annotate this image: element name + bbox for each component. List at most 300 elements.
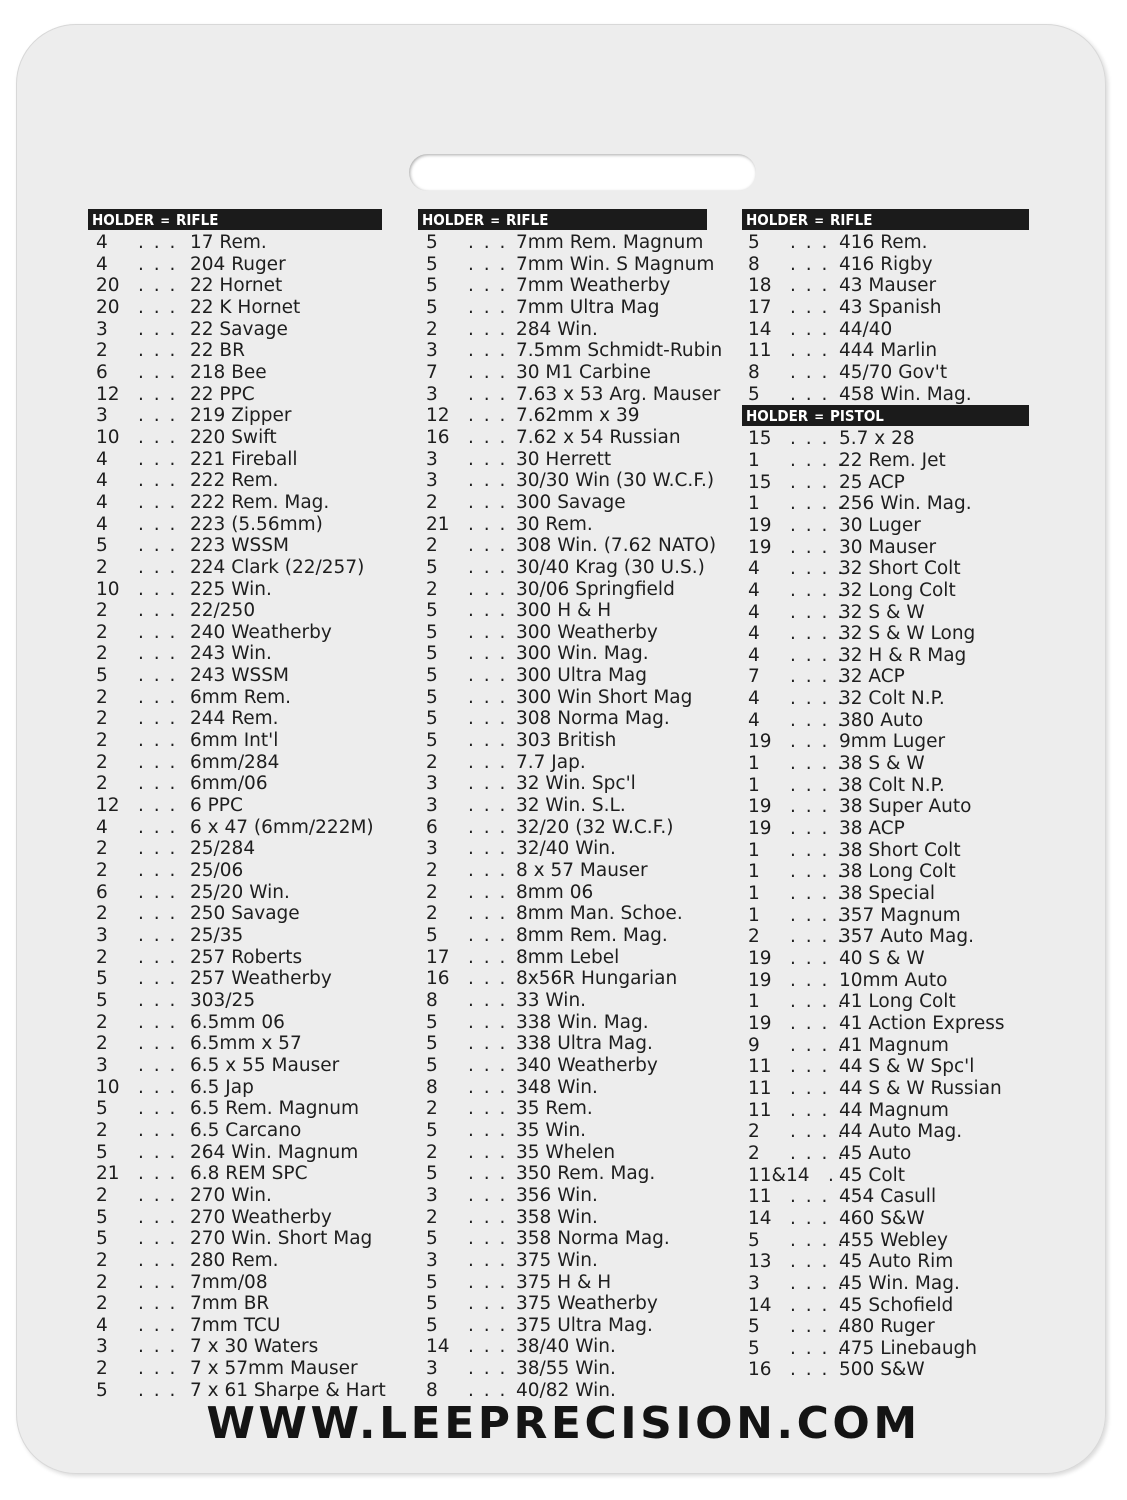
table-row <box>88 752 382 774</box>
holder-number: 3 <box>426 340 438 362</box>
holder-number: 3 <box>426 470 438 492</box>
table-row <box>742 340 1029 362</box>
leader-dots: . . . <box>468 795 508 817</box>
table-row <box>88 903 382 925</box>
holder-number: 3 <box>426 1184 438 1206</box>
cartridge-name: 45 Auto <box>839 1142 912 1164</box>
table-row <box>418 1012 707 1034</box>
table-row <box>418 990 707 1012</box>
table-row <box>88 708 382 730</box>
table-row <box>418 860 707 882</box>
table-row <box>418 968 707 990</box>
leader-dots: . . . . <box>790 926 846 948</box>
table-row <box>742 796 1029 818</box>
table-row <box>742 1078 1029 1100</box>
table-row <box>418 1142 707 1164</box>
leader-dots: . . . <box>138 318 178 340</box>
leader-dots: . . . <box>468 1271 508 1293</box>
table-row <box>418 903 707 925</box>
leader-dots: . . . <box>138 232 178 253</box>
holder-number: 19 <box>748 1012 772 1034</box>
cartridge-name: 44 S & W Spc'l <box>839 1056 975 1078</box>
cartridge-name: 7mm Ultra Mag <box>516 296 660 318</box>
leader-dots: . . . <box>790 969 830 991</box>
leader-dots: . . . . <box>790 991 846 1013</box>
table-row <box>88 340 382 362</box>
leader-dots: . . . <box>790 1207 830 1229</box>
holder-number: 2 <box>96 1293 108 1315</box>
leader-dots: . . . <box>138 383 178 405</box>
holder-number: 10 <box>96 578 120 600</box>
cartridge-name: 38 ACP <box>839 818 905 840</box>
holder-number: 4 <box>96 491 108 513</box>
table-row <box>88 492 382 514</box>
table-row <box>88 1207 382 1229</box>
cartridge-name: 35 Win. <box>516 1119 587 1141</box>
holder-number: 3 <box>426 773 438 795</box>
leader-dots: . . . <box>790 383 830 405</box>
holder-number: 19 <box>748 796 772 818</box>
leader-dots: . . . <box>138 881 178 903</box>
holder-number: 19 <box>748 536 772 558</box>
cartridge-name: 44 Auto Mag. <box>839 1121 963 1143</box>
holder-number: 21 <box>96 1163 120 1185</box>
cartridge-name: 270 Weatherby <box>190 1206 332 1228</box>
table-row <box>418 253 715 276</box>
table-row <box>742 602 1029 624</box>
cartridge-name: 7mm TCU <box>190 1314 281 1336</box>
cartridge-name: 22 K Hornet <box>190 296 301 318</box>
table-row <box>418 319 707 341</box>
holder-number: 1 <box>748 493 760 515</box>
table-row <box>742 861 1029 883</box>
leader-dots: . . . <box>468 405 508 427</box>
holder-number: 5 <box>96 989 108 1011</box>
holder-number: 2 <box>426 881 438 903</box>
cartridge-name: 350 Rem. Mag. <box>516 1163 656 1185</box>
table-row <box>88 470 382 492</box>
leader-dots: . . . . <box>790 883 846 905</box>
cartridge-name: 30 M1 Carbine <box>516 361 651 383</box>
holder-number: 5 <box>426 1271 438 1293</box>
holder-number: 5 <box>748 1316 760 1338</box>
table-row <box>418 947 707 969</box>
header-separator: = <box>814 214 824 229</box>
cartridge-name: 358 Norma Mag. <box>516 1228 670 1250</box>
leader-dots: . . . <box>468 1206 508 1228</box>
leader-dots: . . . <box>138 491 178 513</box>
leader-dots: . . . <box>790 818 830 840</box>
leader-dots: . . . <box>138 1314 178 1336</box>
header-rifle-label: RIFLE <box>506 211 549 229</box>
leader-dots: . . . <box>468 1163 508 1185</box>
cartridge-name: 25 ACP <box>839 471 905 493</box>
cartridge-name: 17 Rem. <box>190 232 267 253</box>
leader-dots: . . . <box>790 1294 830 1316</box>
leader-dots: . . . <box>790 361 830 383</box>
holder-number: 12 <box>96 795 120 817</box>
table-row <box>418 622 707 644</box>
leader-dots: . . . <box>468 730 508 752</box>
leader-dots: . . . <box>468 535 508 557</box>
cartridge-name: 44/40 <box>839 318 893 340</box>
leader-dots: . . . . <box>790 449 846 471</box>
cartridge-name: 43 Mauser <box>839 275 937 297</box>
leader-dots: . . . . <box>790 904 846 926</box>
table-row <box>88 1228 382 1250</box>
cartridge-name: 8 x 57 Mauser <box>516 860 648 882</box>
holder-number: 11 <box>748 1056 772 1078</box>
header-holder-label: HOLDER <box>746 211 809 229</box>
leader-dots: . . . <box>468 1336 508 1358</box>
cartridge-name: 225 Win. <box>190 578 272 600</box>
holder-number: 5 <box>426 600 438 622</box>
holder-number: 3 <box>426 838 438 860</box>
table-row <box>88 665 382 687</box>
leader-dots: . . . <box>468 1358 508 1380</box>
holder-number: 12 <box>426 405 450 427</box>
holder-number: 2 <box>426 535 438 557</box>
cartridge-name: 223 WSSM <box>190 535 289 557</box>
holder-number: 2 <box>426 578 438 600</box>
leader-dots: . . . . <box>790 493 846 515</box>
leader-dots: . . . <box>138 1076 178 1098</box>
holder-number: 2 <box>426 1141 438 1163</box>
leader-dots: . . . <box>138 838 178 860</box>
holder-number: 20 <box>96 296 120 318</box>
leader-dots: . . . <box>468 1379 508 1401</box>
holder-number: 6 <box>96 361 108 383</box>
table-row <box>418 1055 707 1077</box>
cartridge-name: 224 Clark (22/257) <box>190 556 365 578</box>
leader-dots: . . . <box>790 340 830 362</box>
holder-number: 4 <box>96 448 108 470</box>
holder-number: 5 <box>426 925 438 946</box>
cartridge-name: 30 Herrett <box>516 448 612 470</box>
cartridge-name: 38 Super Auto <box>839 796 972 818</box>
table-row <box>88 600 382 622</box>
cartridge-name: 32/40 Win. <box>516 838 616 860</box>
leader-dots: . . . <box>790 948 830 969</box>
leader-dots: . . . <box>138 795 178 817</box>
cartridge-name: 30/40 Krag (30 U.S.) <box>516 556 705 578</box>
leader-dots: . . . <box>468 621 508 643</box>
holder-number: 3 <box>426 1249 438 1271</box>
holder-number: 11&14 <box>748 1164 810 1186</box>
holder-number: 5 <box>426 730 438 752</box>
table-row <box>742 537 1029 559</box>
table-row <box>742 948 1029 970</box>
leader-dots: . . . <box>138 1033 178 1055</box>
leader-dots: . . . <box>468 643 508 665</box>
header-rifle-label: RIFLE <box>176 211 219 229</box>
table-row <box>418 708 707 730</box>
rifle-column-1 <box>88 209 386 1401</box>
cartridge-name: 6.5 Rem. Magnum <box>190 1098 360 1120</box>
holder-number: 2 <box>96 708 108 730</box>
holder-number: 5 <box>426 253 438 275</box>
leader-dots: . . . <box>468 1293 508 1315</box>
cartridge-name: 40/82 Win. <box>516 1379 616 1401</box>
holder-number: 5 <box>96 1379 108 1401</box>
leader-dots: . . . <box>468 1033 508 1055</box>
leader-dots: . . . <box>468 1184 508 1206</box>
table-row <box>88 1272 382 1294</box>
holder-number: 5 <box>426 1293 438 1315</box>
leader-dots: . . . <box>468 686 508 708</box>
holder-number: 2 <box>426 318 438 340</box>
rifle-header <box>418 209 707 230</box>
leader-dots: . . . <box>468 708 508 730</box>
holder-number: 2 <box>96 600 108 622</box>
table-row <box>742 362 1029 384</box>
table-row <box>742 384 1029 406</box>
cartridge-name: 244 Rem. <box>190 708 279 730</box>
cartridge-name: 44 Magnum <box>839 1099 949 1121</box>
cartridge-name: 40 S & W <box>839 948 925 969</box>
cartridge-name: 480 Ruger <box>839 1316 935 1338</box>
table-row <box>742 297 1029 319</box>
holder-number: 5 <box>96 1206 108 1228</box>
table-row <box>88 1293 382 1315</box>
table-row <box>418 514 707 536</box>
holder-number: 5 <box>426 1011 438 1033</box>
table-row <box>742 688 1029 710</box>
holder-number: 7 <box>748 666 760 688</box>
cartridge-name: 270 Win. <box>190 1184 272 1206</box>
header-separator: = <box>814 410 824 426</box>
table-row <box>418 297 707 319</box>
leader-dots: . . . <box>138 1249 178 1271</box>
pistol-header <box>742 405 1029 426</box>
cartridge-name: 7mm Weatherby <box>516 275 671 297</box>
holder-number: 2 <box>426 491 438 513</box>
table-row <box>742 1359 1029 1381</box>
table-row <box>88 384 382 406</box>
holder-number: 7 <box>426 361 438 383</box>
cartridge-name: 300 Savage <box>516 491 626 513</box>
leader-dots: . . . <box>138 708 178 730</box>
holder-number: 5 <box>426 1314 438 1336</box>
leader-dots: . . . <box>138 860 178 882</box>
holder-number: 19 <box>748 969 772 991</box>
header-pistol-label: PISTOL <box>830 407 884 426</box>
leader-dots: . . . <box>138 426 178 448</box>
leader-dots: . . . . <box>790 1316 846 1338</box>
leader-dots: . . . <box>138 686 178 708</box>
table-row <box>742 275 1029 297</box>
leader-dots: . . . <box>138 1293 178 1315</box>
holder-number: 5 <box>748 1229 760 1251</box>
holder-number: 1 <box>748 839 760 861</box>
leader-dots: . . . <box>468 1076 508 1098</box>
table-row <box>88 1163 382 1185</box>
table-row <box>418 362 707 384</box>
table-row <box>88 535 382 557</box>
cartridge-name: 30 Mauser <box>839 536 937 558</box>
cartridge-name: 32 Win. S.L. <box>516 795 626 817</box>
website-url: WWW.LEEPRECISION.COM <box>206 1398 921 1449</box>
holder-number: 4 <box>96 816 108 838</box>
cartridge-name: 7mm Rem. Magnum <box>516 232 704 253</box>
cartridge-name: 6.5mm 06 <box>190 1011 285 1033</box>
cartridge-name: 38 Colt N.P. <box>839 774 945 796</box>
cartridge-name: 308 Norma Mag. <box>516 708 670 730</box>
leader-dots: . . . <box>468 860 508 882</box>
leader-dots: . . . <box>790 428 830 450</box>
holder-number: 3 <box>426 448 438 470</box>
table-row <box>418 925 707 947</box>
holder-number: 16 <box>748 1359 772 1381</box>
cartridge-name: 25/06 <box>190 860 244 882</box>
leader-dots: . . . <box>468 968 508 990</box>
leader-dots: . . . <box>138 968 178 990</box>
table-row <box>742 472 1029 494</box>
cartridge-name: 303 British <box>516 730 617 752</box>
table-row <box>418 535 717 557</box>
leader-dots: . . . . <box>790 774 846 796</box>
holder-number: 2 <box>96 946 108 968</box>
rifle-header <box>742 209 1029 230</box>
leader-dots: . . . <box>468 903 508 925</box>
cartridge-name: 32 Short Colt <box>839 558 961 580</box>
holder-number: 19 <box>748 818 772 840</box>
holder-number: 5 <box>96 535 108 557</box>
table-row <box>418 730 707 752</box>
table-row <box>418 1098 707 1120</box>
holder-number: 3 <box>96 405 108 427</box>
table-row <box>88 232 382 254</box>
table-row <box>742 1338 1029 1360</box>
leader-dots: . . . <box>138 1358 178 1380</box>
table-row <box>742 558 1029 580</box>
cartridge-name: 38/55 Win. <box>516 1358 616 1380</box>
table-row <box>88 557 382 579</box>
leader-dots: . . . <box>138 621 178 643</box>
table-row <box>742 1230 1029 1252</box>
leader-dots: . . . <box>138 946 178 968</box>
leader-dots: . . . . <box>790 1034 846 1056</box>
cartridge-name: 32 Long Colt <box>839 579 956 601</box>
table-row <box>88 514 382 536</box>
holder-number: 2 <box>96 686 108 708</box>
leader-dots: . . . <box>138 578 178 600</box>
table-row <box>418 1293 707 1315</box>
holder-number: 4 <box>748 623 760 645</box>
table-row <box>418 1033 707 1055</box>
cartridge-name: 243 Win. <box>190 643 272 665</box>
table-row <box>88 449 382 471</box>
holder-number: 9 <box>748 1034 760 1056</box>
holder-number: 18 <box>748 275 772 297</box>
cartridge-name: 32 S & W Long <box>839 623 976 645</box>
holder-number: 2 <box>748 926 760 948</box>
leader-dots: . . . <box>790 232 830 253</box>
leader-dots: . . . <box>468 665 508 687</box>
leader-dots: . . . . <box>790 1121 846 1143</box>
holder-number: 16 <box>426 968 450 990</box>
leader-dots: . . . <box>468 751 508 773</box>
leader-dots: . . . <box>468 1119 508 1141</box>
holder-number: 19 <box>748 731 772 753</box>
leader-dots: . . . <box>138 405 178 427</box>
table-row <box>742 905 1029 927</box>
table-row <box>742 840 1029 862</box>
table-row <box>88 1055 382 1077</box>
holder-number: 4 <box>748 601 760 623</box>
cartridge-name: 44 S & W Russian <box>839 1077 1002 1099</box>
cartridge-name: 218 Bee <box>190 361 267 383</box>
leader-dots: . . . <box>468 578 508 600</box>
cartridge-name: 375 H & H <box>516 1271 612 1293</box>
cartridge-name: 32 ACP <box>839 666 905 688</box>
table-row <box>742 666 1029 688</box>
holder-number: 1 <box>748 883 760 905</box>
holder-number: 16 <box>426 426 450 448</box>
leader-dots: . . . <box>468 318 508 340</box>
cartridge-name: 338 Ultra Mag. <box>516 1033 653 1055</box>
cartridge-name: 8mm 06 <box>516 881 594 903</box>
leader-dots: . . . <box>790 1099 830 1121</box>
cartridge-name: 38/40 Win. <box>516 1336 616 1358</box>
table-row <box>742 319 1029 341</box>
leader-dots: . . . . <box>790 753 846 775</box>
holder-number: 11 <box>748 340 772 362</box>
leader-dots: . . . <box>138 340 178 362</box>
leader-dots: . . . <box>790 731 830 753</box>
leader-dots: . . . <box>790 514 830 536</box>
table-row <box>88 817 382 839</box>
holder-number: 5 <box>426 708 438 730</box>
cartridge-name: 264 Win. Magnum <box>190 1141 359 1163</box>
cartridge-name: 25/20 Win. <box>190 881 290 903</box>
table-row <box>88 1250 382 1272</box>
holder-number: 4 <box>96 232 108 253</box>
holder-number: 5 <box>426 665 438 687</box>
cartridge-name: 6.5mm x 57 <box>190 1033 302 1055</box>
holder-number: 4 <box>748 709 760 731</box>
holder-number: 5 <box>426 1033 438 1055</box>
holder-number: 3 <box>96 1054 108 1076</box>
holder-number: 5 <box>426 275 438 297</box>
table-row <box>418 275 707 297</box>
table-row <box>742 580 1029 602</box>
leader-dots: . . . <box>138 1271 178 1293</box>
holder-number: 19 <box>748 948 772 969</box>
cartridge-name: 284 Win. <box>516 318 598 340</box>
holder-number: 11 <box>748 1099 772 1121</box>
leader-dots: . . . <box>138 751 178 773</box>
table-row <box>742 450 1029 472</box>
table-row <box>418 492 707 514</box>
cartridge-name: 416 Rem. <box>839 232 928 253</box>
cartridge-name: 243 WSSM <box>190 665 289 687</box>
table-row <box>88 773 382 795</box>
cartridge-name: 32 Colt N.P. <box>839 688 945 710</box>
rifle-pistol-column-3 <box>742 209 1029 1381</box>
table-row <box>88 275 382 297</box>
cartridge-name: 38 Long Colt <box>839 861 956 883</box>
cartridge-name: 7mm BR <box>190 1293 270 1315</box>
holder-number: 2 <box>426 1098 438 1120</box>
holder-number: 3 <box>426 1358 438 1380</box>
leader-dots: . . . <box>138 773 178 795</box>
leader-dots: . . . <box>468 773 508 795</box>
holder-number: 5 <box>426 1119 438 1141</box>
leader-dots: . . . <box>138 925 178 946</box>
header-rifle-label: RIFLE <box>830 211 873 229</box>
table-row <box>88 687 382 709</box>
